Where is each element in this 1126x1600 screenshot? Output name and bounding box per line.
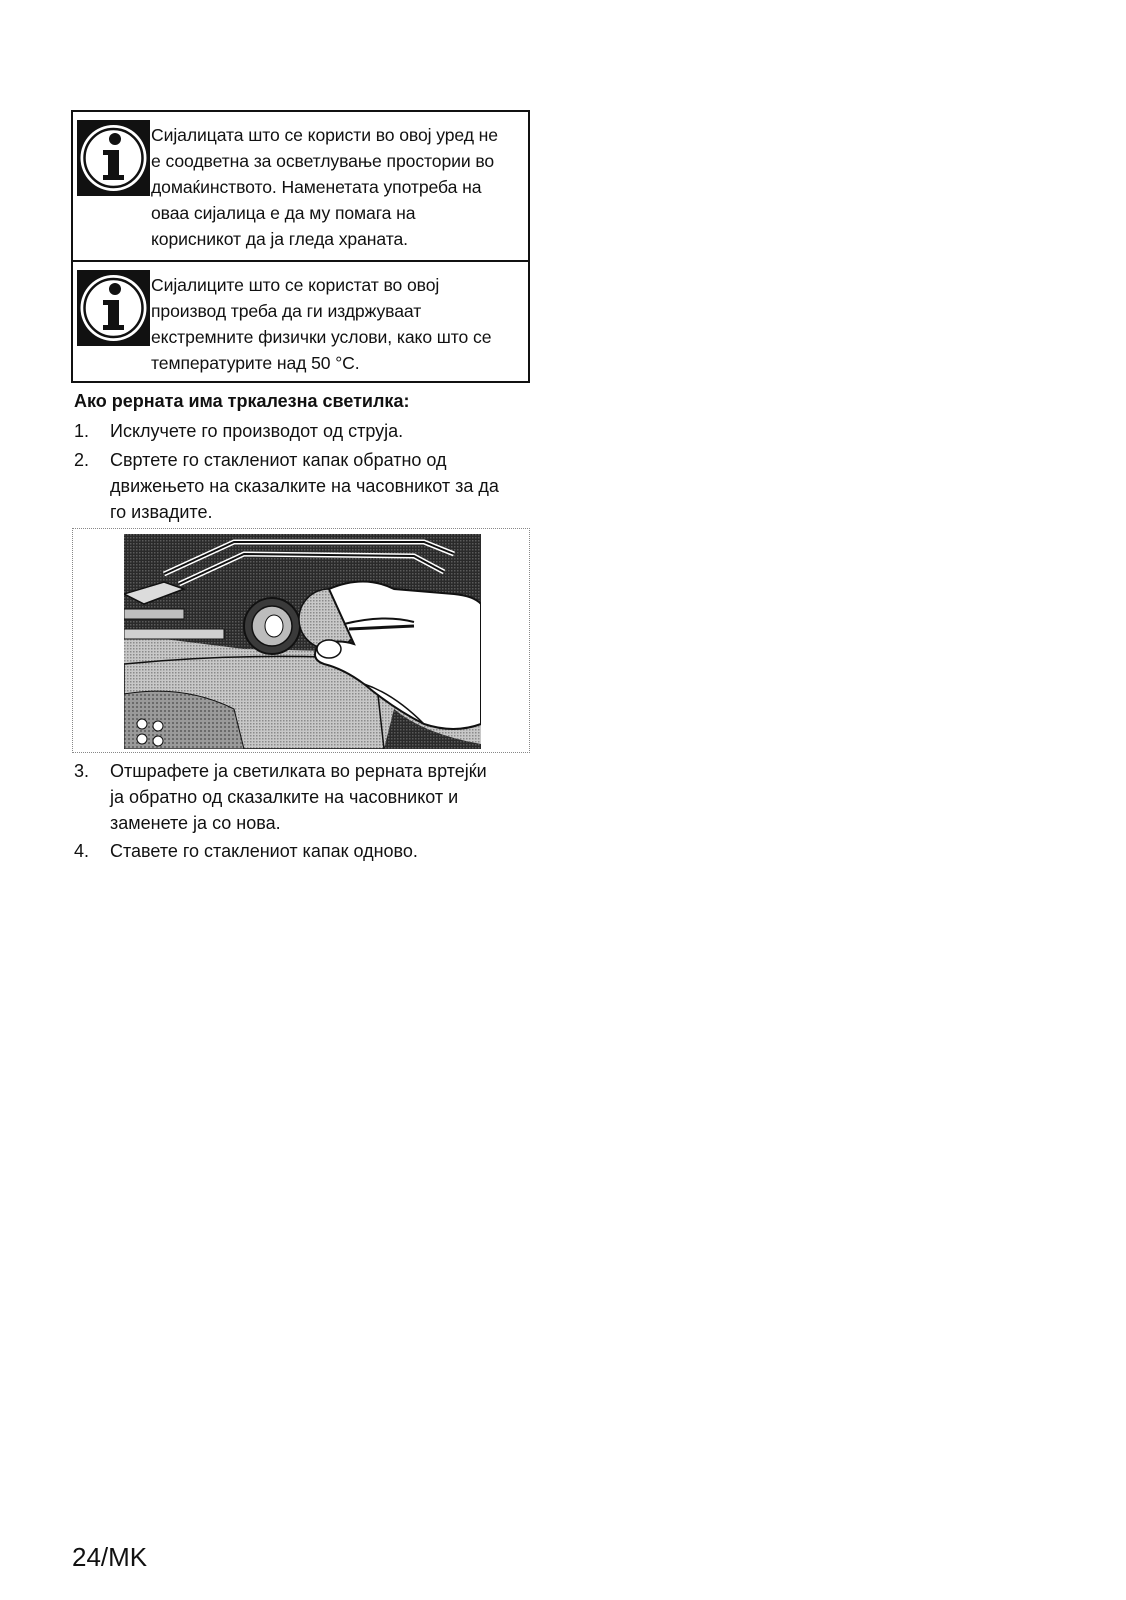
oven-lamp-photo [124,534,481,749]
info-icon [77,270,150,346]
step-text: заменете ја со нова. [110,813,281,833]
note-line: Сијалицата што се користи во овој уред не [151,125,498,145]
note-line: оваа сијалица е да му помага на [151,203,416,223]
info-note [73,112,528,260]
step-number: 4. [74,841,90,861]
info-note [73,260,528,381]
section-heading: Ако рерната има тркалезна светилка: [74,391,410,411]
note-line: корисникот да ја гледа храната. [151,229,408,249]
step-text: ја обратно од сказалките на часовникот и [110,787,459,807]
step-3 [74,758,544,836]
note-line: Сијалиците што се користат во овој [151,275,440,295]
note-line: производ треба да ги издржуваат [151,301,422,321]
step-4 [74,838,544,864]
step-text: Отшрафете ја светилката во рерната вртејќи [110,761,487,781]
step-text: Ставете го стаклениот капак одново. [110,841,418,861]
step-number: 2. [74,450,90,470]
step-text: Исклучете го производот од струја. [110,421,404,441]
note-line: домаќинството. Наменетата употреба на [151,177,482,197]
step-number: 1. [74,421,90,441]
info-notes-box [71,110,530,383]
note-line: е соодветна за осветлување простории во [151,151,495,171]
step-text: го извадите. [110,502,213,522]
info-note-text [151,122,524,252]
note-line: екстремните физички услови, како што се [151,327,492,347]
lamp-cover-illustration [72,528,530,753]
step-2 [74,447,544,525]
step-text: Свртете го стаклениот капак обратно од [110,450,447,470]
step-number: 3. [74,761,90,781]
note-line: температурите над 50 °C. [151,353,360,373]
info-icon [77,120,150,196]
info-note-text [151,272,524,376]
page-number: 24/MK [72,1542,148,1572]
step-1 [74,418,544,444]
step-text: движењето на сказалките на часовникот за да [110,476,499,496]
